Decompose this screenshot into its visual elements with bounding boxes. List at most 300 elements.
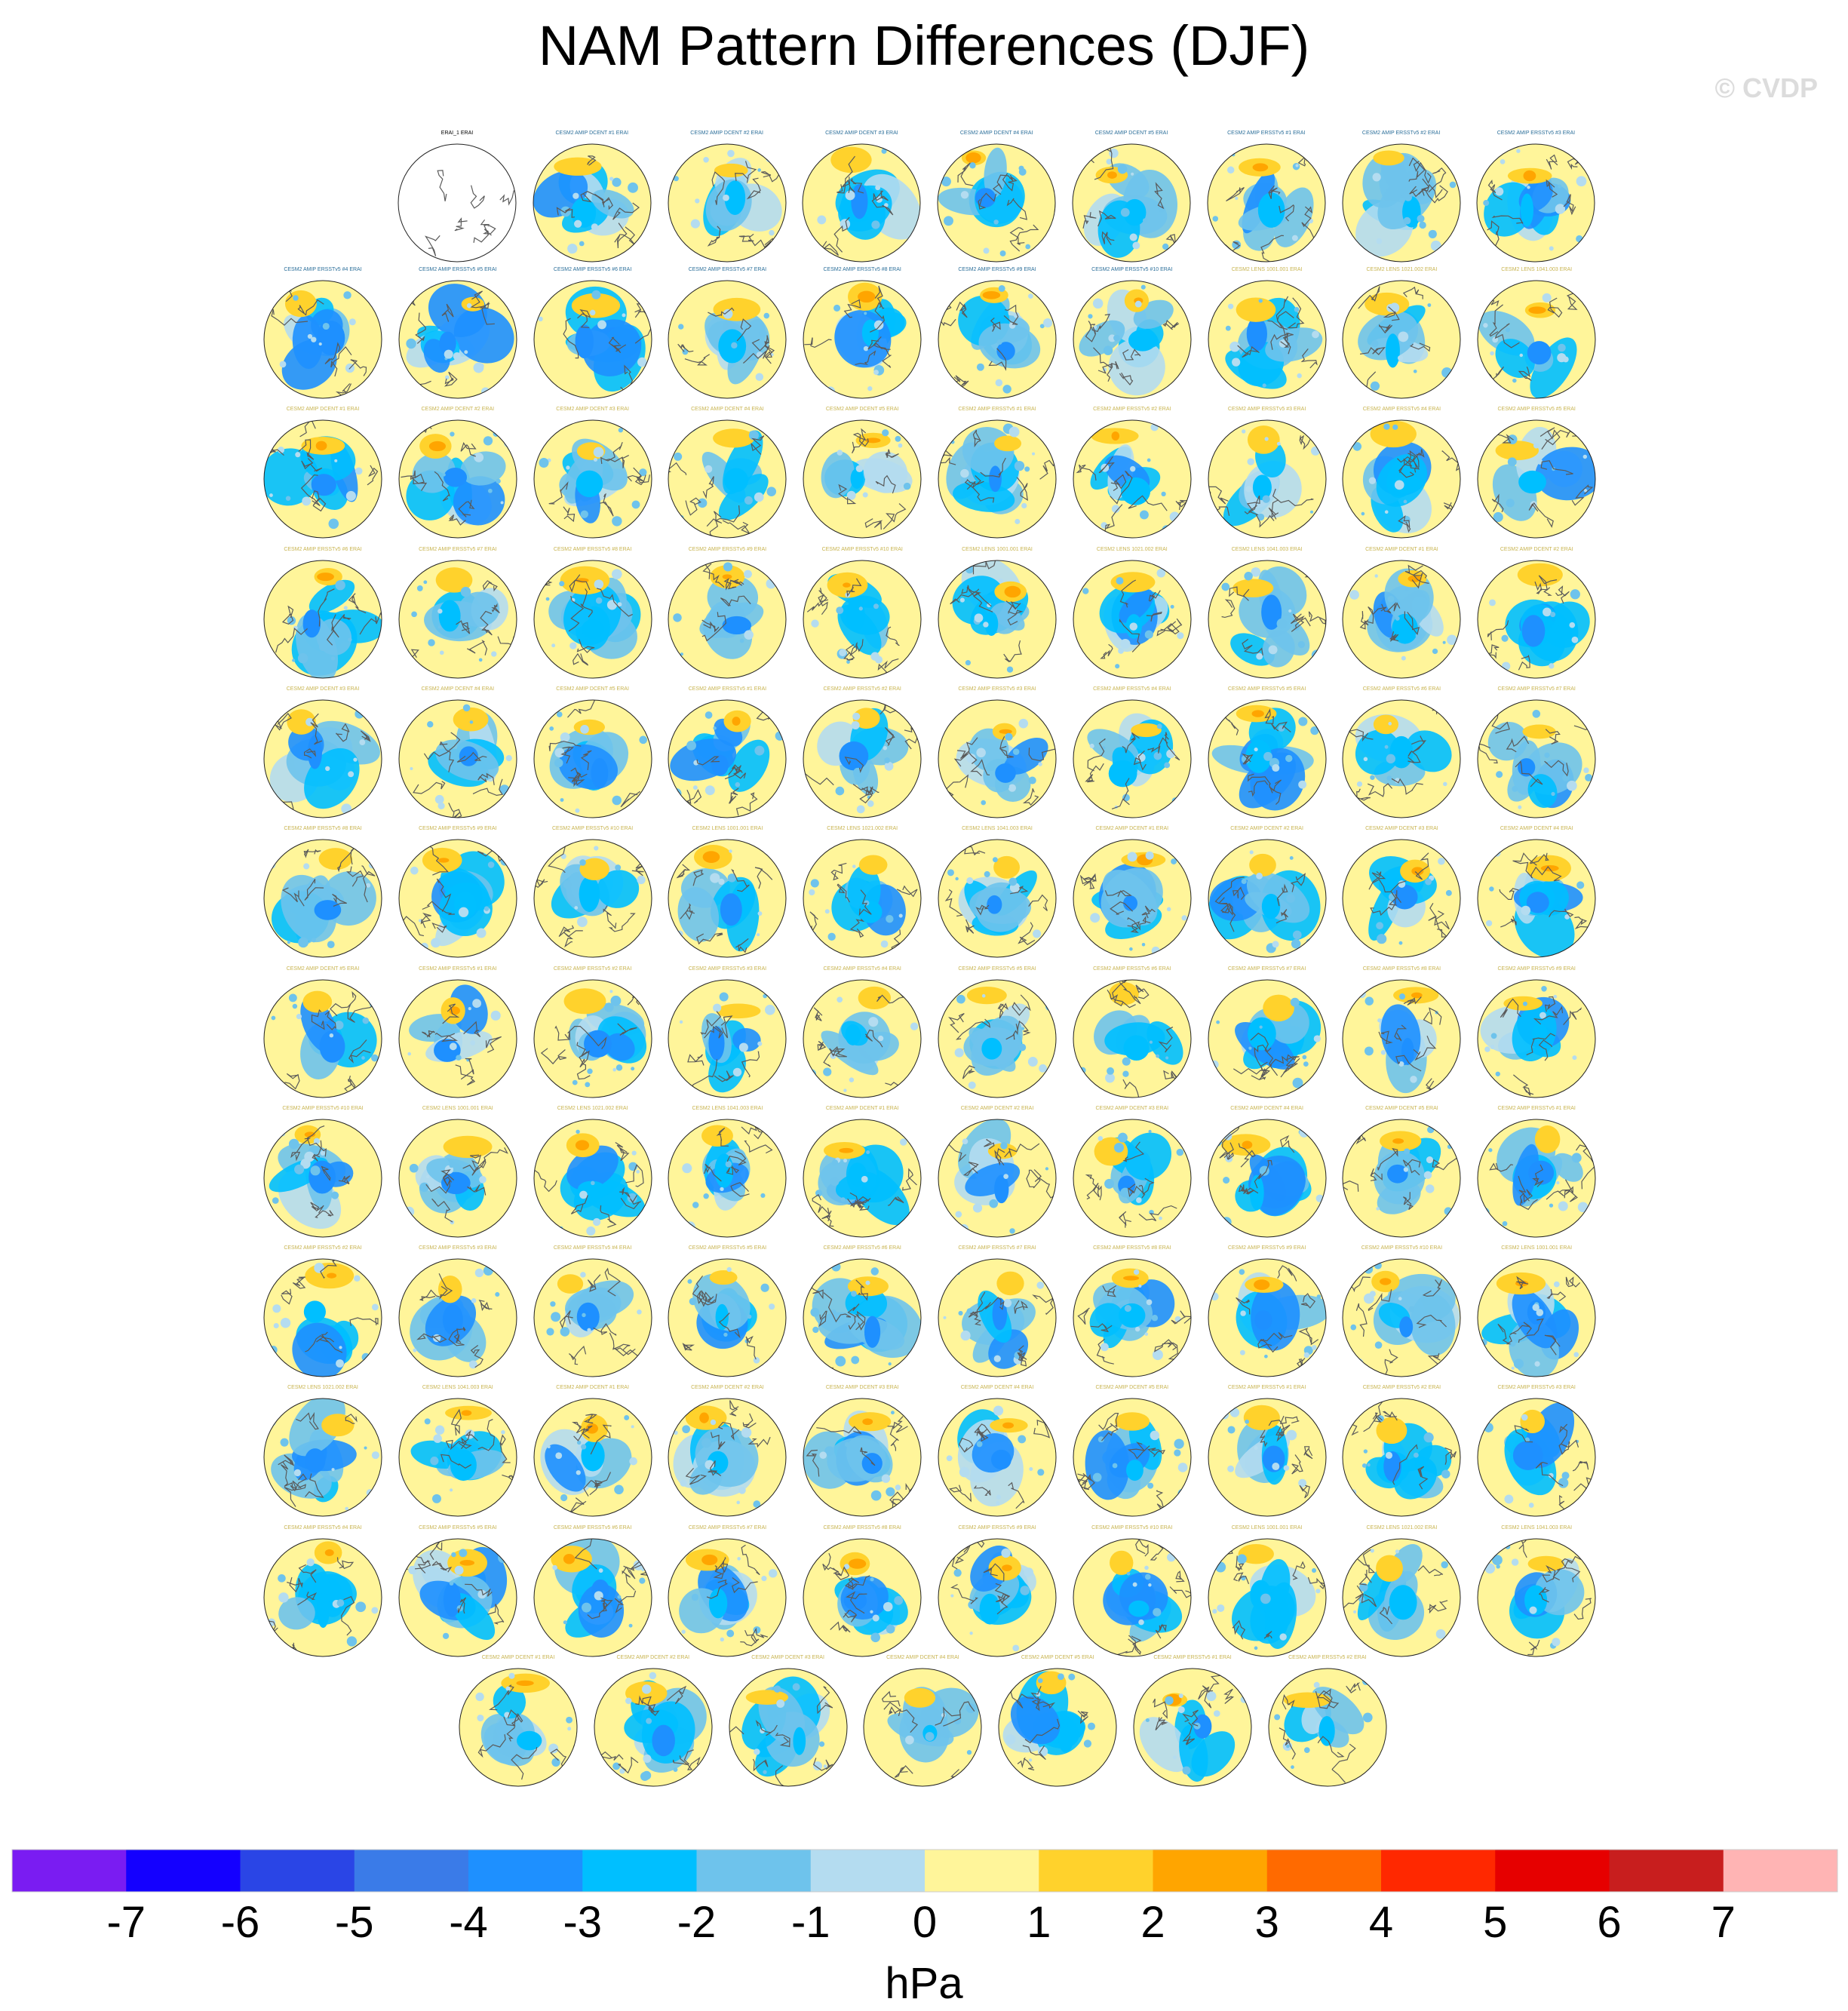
- polar-map-panel: [1461, 1382, 1612, 1533]
- anomaly-speckle: [508, 1673, 514, 1679]
- anomaly-speckle: [1424, 1171, 1432, 1179]
- anomaly-speckle: [1295, 164, 1298, 167]
- anomaly-speckle: [943, 573, 950, 579]
- anomaly-speckle: [836, 1356, 846, 1367]
- anomaly-speckle: [812, 619, 819, 627]
- anomaly-speckle: [747, 1315, 752, 1319]
- anomaly-speckle: [1426, 879, 1432, 886]
- anomaly-speckle: [463, 704, 471, 711]
- polar-map-panel: [1191, 127, 1342, 278]
- anomaly-speckle: [1132, 1582, 1137, 1586]
- anomaly-speckle: [1361, 512, 1365, 516]
- anomaly-speckle: [1584, 1635, 1595, 1645]
- anomaly-speckle: [426, 1175, 429, 1178]
- anomaly-speckle: [269, 849, 277, 857]
- anomaly-speckle: [609, 990, 612, 993]
- colorbar-swatch: [126, 1850, 241, 1892]
- anomaly-speckle: [1120, 639, 1130, 649]
- anomaly-speckle: [1576, 882, 1584, 889]
- colorbar-tick-label: -7: [106, 1898, 146, 1947]
- anomaly-speckle: [837, 450, 843, 456]
- anomaly-speckle: [1090, 913, 1100, 923]
- anomaly-speckle: [1032, 453, 1035, 456]
- anomaly-speckle: [996, 1495, 1001, 1500]
- anomaly-speckle: [572, 1079, 577, 1085]
- polar-map-panel: [1057, 264, 1208, 415]
- positive-anomaly-core: [1251, 710, 1263, 717]
- panel-title: CESM2 AMIP ERSSTv5 #10 ERAI: [1361, 1245, 1443, 1251]
- anomaly-speckle: [1148, 1583, 1151, 1586]
- anomaly-speckle: [1145, 852, 1153, 860]
- anomaly-speckle: [1220, 1411, 1228, 1420]
- anomaly-speckle: [1093, 1473, 1102, 1482]
- anomaly-speckle: [705, 711, 713, 719]
- positive-anomaly-region: [1263, 994, 1294, 1021]
- anomaly-speckle: [907, 294, 915, 302]
- polar-map-panel: [652, 1242, 803, 1393]
- polar-map-panel: [922, 1103, 1073, 1254]
- anomaly-speckle: [310, 1165, 320, 1175]
- anomaly-speckle: [453, 1350, 458, 1355]
- anomaly-speckle: [1161, 492, 1165, 496]
- anomaly-speckle: [1357, 781, 1362, 787]
- panel-title: CESM2 AMIP DCENT #5 ERAI: [1094, 130, 1168, 136]
- anomaly-speckle: [671, 1553, 680, 1563]
- positive-anomaly-region: [1373, 150, 1404, 165]
- panel-title: CESM2 AMIP ERSSTv5 #8 ERAI: [284, 826, 362, 832]
- anomaly-speckle: [1376, 238, 1382, 244]
- anomaly-speckle: [810, 1079, 819, 1088]
- panel-title: CESM2 AMIP ERSSTv5 #2 ERAI: [1361, 130, 1441, 136]
- anomaly-speckle: [769, 1264, 780, 1275]
- anomaly-speckle: [545, 597, 549, 600]
- anomaly-speckle: [289, 1139, 299, 1150]
- negative-anomaly-core: [1058, 1725, 1073, 1752]
- anomaly-speckle: [886, 1625, 895, 1634]
- anomaly-speckle: [956, 994, 965, 1003]
- panel-title: CESM2 AMIP DCENT #3 ERAI: [1095, 1105, 1169, 1111]
- anomaly-speckle: [471, 1298, 477, 1303]
- anomaly-speckle: [1572, 636, 1579, 643]
- anomaly-speckle: [994, 220, 999, 224]
- anomaly-speckle: [334, 459, 337, 462]
- anomaly-speckle: [560, 207, 571, 217]
- anomaly-speckle: [1125, 1305, 1131, 1312]
- panel-title: CESM2 AMIP ERSSTv5 #8 ERAI: [553, 546, 632, 552]
- anomaly-speckle: [909, 240, 918, 249]
- colorbar-swatch: [1610, 1850, 1724, 1892]
- anomaly-speckle: [1370, 1773, 1376, 1779]
- positive-anomaly-region: [1243, 1405, 1279, 1430]
- negative-anomaly-core: [1126, 1460, 1143, 1481]
- panel-title: CESM2 LENS 1021.002 ERAI: [557, 1105, 628, 1111]
- anomaly-speckle: [1545, 752, 1550, 757]
- anomaly-speckle: [966, 877, 973, 884]
- anomaly-speckle: [878, 1035, 883, 1040]
- panel-title: CESM2 LENS 1041.003 ERAI: [692, 1105, 763, 1111]
- anomaly-speckle: [825, 909, 830, 913]
- panel-title: CESM2 AMIP DCENT #4 ERAI: [1230, 1105, 1303, 1111]
- anomaly-speckle: [1527, 186, 1530, 189]
- panel-title: CESM2 AMIP ERSSTv5 #3 ERAI: [1497, 130, 1576, 136]
- polar-map-panel: [1057, 1382, 1208, 1533]
- anomaly-speckle: [871, 1267, 879, 1276]
- anomaly-speckle: [1586, 659, 1589, 662]
- anomaly-speckle: [410, 1164, 419, 1173]
- anomaly-speckle: [1272, 1463, 1279, 1470]
- coastline: [1469, 288, 1498, 306]
- anomaly-speckle: [367, 716, 370, 719]
- polar-map-panel: [517, 823, 668, 974]
- anomaly-speckle: [622, 313, 625, 317]
- panel-title: CESM2 AMIP DCENT #1 ERAI: [555, 130, 629, 136]
- anomaly-speckle: [885, 762, 894, 771]
- anomaly-speckle: [294, 1469, 301, 1476]
- anomaly-speckle: [1146, 1718, 1150, 1722]
- anomaly-speckle: [1116, 577, 1123, 585]
- anomaly-speckle: [539, 458, 548, 468]
- anomaly-speckle: [615, 864, 621, 870]
- polar-map-panel: [713, 1652, 864, 1803]
- anomaly-speckle: [1142, 943, 1146, 947]
- anomaly-speckle: [1029, 776, 1036, 784]
- anomaly-speckle: [959, 1467, 970, 1478]
- anomaly-speckle: [1135, 301, 1142, 308]
- anomaly-speckle: [1127, 852, 1137, 862]
- negative-anomaly-core: [517, 1731, 542, 1751]
- negative-anomaly-core: [715, 1153, 734, 1187]
- anomaly-speckle: [1141, 285, 1146, 290]
- anomaly-speckle: [1543, 293, 1552, 302]
- anomaly-speckle: [464, 350, 468, 354]
- panel-title: CESM2 AMIP ERSSTv5 #6 ERAI: [1362, 686, 1441, 692]
- anomaly-speckle: [1535, 1362, 1540, 1367]
- polar-map-panel: [652, 544, 803, 695]
- anomaly-speckle: [1574, 1352, 1579, 1357]
- panel-title: CESM2 AMIP DCENT #5 ERAI: [556, 686, 629, 692]
- anomaly-speckle: [724, 1333, 728, 1337]
- anomaly-speckle: [1484, 1423, 1493, 1433]
- anomaly-speckle: [483, 437, 493, 446]
- positive-anomaly-region: [1109, 982, 1139, 1005]
- anomaly-speckle: [1021, 503, 1027, 508]
- anomaly-speckle: [1258, 299, 1262, 302]
- anomaly-speckle: [1387, 775, 1392, 781]
- anomaly-speckle: [278, 1592, 288, 1602]
- anomaly-speckle: [563, 880, 571, 889]
- anomaly-speckle: [474, 453, 483, 462]
- anomaly-speckle: [450, 1042, 457, 1050]
- anomaly-speckle: [1362, 1463, 1367, 1468]
- polar-map-panel: [1326, 1242, 1477, 1393]
- panel-title: CESM2 AMIP ERSSTv5 #4 ERAI: [1362, 407, 1441, 413]
- anomaly-speckle: [846, 191, 855, 201]
- positive-anomaly-region: [904, 1688, 935, 1708]
- anomaly-speckle: [1517, 149, 1521, 153]
- polar-map-panel: [247, 1382, 398, 1533]
- anomaly-speckle: [433, 1435, 441, 1443]
- polar-map-panel: [1057, 1103, 1208, 1254]
- anomaly-speckle: [642, 1684, 651, 1693]
- anomaly-speckle: [1262, 383, 1266, 387]
- colorbar-tick-label: -1: [790, 1898, 830, 1947]
- anomaly-speckle: [1505, 1495, 1514, 1504]
- anomaly-speckle: [628, 1623, 632, 1627]
- anomaly-speckle: [688, 422, 697, 431]
- anomaly-speckle: [594, 846, 598, 851]
- anomaly-speckle: [1227, 1426, 1235, 1434]
- anomaly-speckle: [1419, 222, 1426, 229]
- anomaly-speckle: [969, 1081, 976, 1088]
- anomaly-speckle: [1364, 757, 1368, 761]
- polar-map-panel: [1192, 544, 1343, 695]
- anomaly-speckle: [542, 385, 546, 389]
- colorbar-swatch: [1039, 1850, 1153, 1892]
- anomaly-speckle: [348, 637, 351, 641]
- anomaly-speckle: [913, 1731, 920, 1739]
- anomaly-speckle: [873, 370, 879, 375]
- anomaly-speckle: [417, 585, 423, 591]
- anomaly-speckle: [612, 516, 622, 526]
- anomaly-speckle: [1371, 1549, 1374, 1552]
- anomaly-speckle: [563, 1620, 566, 1624]
- anomaly-speckle: [1015, 519, 1020, 524]
- anomaly-speckle: [344, 606, 348, 609]
- polar-map-panel: [1057, 683, 1208, 834]
- anomaly-speckle: [361, 1056, 365, 1060]
- anomaly-speckle: [1294, 307, 1299, 312]
- panel-title: CESM2 LENS 1021.002 ERAI: [827, 826, 898, 832]
- anomaly-speckle: [459, 907, 468, 917]
- anomaly-speckle: [1239, 1269, 1245, 1275]
- positive-anomaly-region: [701, 1125, 733, 1146]
- anomaly-speckle: [1404, 193, 1411, 201]
- anomaly-speckle: [1177, 1489, 1187, 1499]
- colorbar-tick-label: 4: [1368, 1898, 1394, 1947]
- anomaly-speckle: [539, 161, 546, 167]
- anomaly-speckle: [754, 1748, 760, 1755]
- anomaly-speckle: [1242, 430, 1245, 434]
- colorbar-swatch: [241, 1850, 355, 1892]
- anomaly-speckle: [886, 1488, 895, 1497]
- anomaly-speckle: [1578, 1202, 1589, 1212]
- negative-anomaly-core: [304, 1301, 326, 1323]
- polar-map-panel: [1461, 404, 1612, 554]
- anomaly-speckle: [1227, 167, 1235, 174]
- anomaly-speckle: [1274, 1714, 1280, 1720]
- anomaly-speckle: [449, 1163, 453, 1168]
- anomaly-speckle: [610, 995, 621, 1006]
- anomaly-speckle: [1144, 1332, 1148, 1336]
- anomaly-speckle: [1570, 622, 1576, 628]
- anomaly-speckle: [1005, 733, 1012, 741]
- anomaly-speckle: [442, 474, 445, 477]
- anomaly-speckle: [1583, 1543, 1590, 1550]
- colorbar-swatch: [811, 1850, 926, 1892]
- polar-map-panel: [1326, 1522, 1477, 1673]
- anomaly-speckle: [1398, 1297, 1402, 1300]
- polar-map-panel: [787, 1242, 938, 1393]
- anomaly-speckle: [1484, 1046, 1490, 1052]
- negative-anomaly-core: [712, 755, 729, 776]
- anomaly-speckle: [1015, 461, 1024, 471]
- anomaly-speckle: [586, 1227, 595, 1236]
- anomaly-speckle: [500, 502, 503, 505]
- anomaly-speckle: [593, 1218, 600, 1226]
- anomaly-speckle: [871, 1632, 881, 1642]
- anomaly-speckle: [704, 1193, 709, 1199]
- negative-anomaly-core: [1521, 193, 1533, 226]
- anomaly-speckle: [549, 726, 554, 731]
- anomaly-speckle: [965, 565, 974, 573]
- anomaly-speckle: [910, 246, 913, 249]
- anomaly-speckle: [1008, 784, 1016, 791]
- anomaly-speckle: [1118, 164, 1128, 174]
- anomaly-speckle: [969, 1632, 972, 1635]
- anomaly-speckle: [587, 1328, 591, 1332]
- anomaly-speckle: [450, 1581, 454, 1586]
- anomaly-speckle: [550, 1301, 555, 1306]
- colorbar-tick-label: 7: [1711, 1898, 1736, 1947]
- panel-title: CESM2 AMIP ERSSTv5 #10 ERAI: [1091, 267, 1173, 272]
- anomaly-speckle: [830, 1177, 840, 1186]
- anomaly-speckle: [853, 768, 862, 777]
- anomaly-speckle: [950, 1594, 953, 1597]
- anomaly-speckle: [1428, 230, 1436, 238]
- anomaly-speckle: [337, 1599, 345, 1607]
- polar-map-panel: [1057, 963, 1208, 1114]
- anomaly-speckle: [1443, 640, 1446, 643]
- anomaly-speckle: [1484, 200, 1490, 206]
- colorbar-swatch: [1153, 1850, 1268, 1892]
- negative-anomaly-core: [981, 1037, 1002, 1059]
- anomaly-speckle: [1020, 1586, 1030, 1595]
- anomaly-speckle: [1019, 168, 1027, 176]
- anomaly-speckle: [1228, 304, 1233, 309]
- anomaly-speckle: [1024, 1567, 1033, 1577]
- anomaly-speckle: [1262, 496, 1269, 503]
- anomaly-speckle: [682, 1629, 686, 1633]
- anomaly-speckle: [631, 1150, 636, 1155]
- panel-title: CESM2 AMIP DCENT #5 ERAI: [825, 407, 899, 413]
- anomaly-speckle: [547, 1445, 550, 1448]
- anomaly-speckle: [1147, 459, 1151, 462]
- anomaly-speckle: [1167, 907, 1171, 912]
- anomaly-speckle: [1521, 906, 1531, 916]
- anomaly-speckle: [1358, 990, 1366, 998]
- anomaly-speckle: [1173, 1755, 1177, 1759]
- anomaly-speckle: [1488, 1148, 1492, 1152]
- anomaly-speckle: [1304, 985, 1312, 993]
- anomaly-speckle: [1428, 303, 1432, 307]
- colorbar-swatch: [1267, 1850, 1382, 1892]
- anomaly-speckle: [744, 496, 753, 505]
- anomaly-speckle: [1013, 748, 1020, 755]
- anomaly-speckle: [769, 230, 775, 236]
- anomaly-speckle: [1424, 1432, 1434, 1442]
- anomaly-speckle: [1312, 1345, 1317, 1350]
- polar-map-panel: [1192, 1242, 1343, 1393]
- chart-title: NAM Pattern Differences (DJF): [538, 14, 1310, 77]
- anomaly-speckle: [1118, 648, 1124, 654]
- anomaly-speckle: [1371, 382, 1380, 391]
- polar-map-panel: [1326, 683, 1477, 834]
- anomaly-speckle: [311, 337, 316, 342]
- anomaly-speckle: [1395, 480, 1404, 490]
- anomaly-speckle: [331, 656, 335, 660]
- anomaly-speckle: [328, 519, 339, 530]
- anomaly-speckle: [769, 1569, 777, 1577]
- polar-map-panel: [578, 1652, 729, 1803]
- anomaly-speckle: [569, 642, 576, 649]
- anomaly-speckle: [827, 1403, 830, 1406]
- anomaly-speckle: [1029, 1467, 1033, 1471]
- anomaly-speckle: [1164, 762, 1170, 768]
- negative-anomaly-core: [317, 321, 345, 355]
- anomaly-speckle: [837, 996, 843, 1002]
- anomaly-speckle: [435, 1426, 444, 1435]
- negative-anomaly-core: [439, 600, 461, 631]
- anomaly-speckle: [347, 1636, 357, 1646]
- negative-anomaly-core: [716, 1304, 729, 1331]
- anomaly-speckle: [962, 1138, 969, 1144]
- anomaly-speckle: [349, 318, 356, 325]
- anomaly-speckle: [849, 1077, 854, 1082]
- colorbar-tick-label: 5: [1483, 1898, 1508, 1947]
- polar-map-panel: [382, 1242, 533, 1393]
- anomaly-speckle: [631, 1426, 634, 1429]
- positive-anomaly-region: [710, 1270, 738, 1285]
- anomaly-speckle: [1018, 1435, 1026, 1444]
- negative-anomaly-core: [1387, 1165, 1408, 1184]
- anomaly-speckle: [1512, 1558, 1518, 1565]
- anomaly-speckle: [1256, 652, 1263, 659]
- anomaly-speckle: [1530, 1606, 1537, 1613]
- panel-title: CESM2 AMIP ERSSTv5 #3 ERAI: [688, 966, 767, 972]
- anomaly-speckle: [947, 1456, 953, 1462]
- negative-anomaly-core: [840, 741, 869, 771]
- anomaly-speckle: [640, 991, 649, 1000]
- polar-map-panel: [247, 1242, 398, 1393]
- anomaly-speckle: [551, 1312, 560, 1322]
- anomaly-speckle: [762, 1576, 767, 1581]
- colorbar-swatch: [1495, 1850, 1610, 1892]
- anomaly-speckle: [345, 1507, 348, 1511]
- panel-title: CESM2 AMIP ERSSTv5 #6 ERAI: [1093, 966, 1171, 972]
- anomaly-speckle: [593, 447, 603, 458]
- anomaly-speckle: [1310, 511, 1313, 514]
- anomaly-speckle: [1153, 1349, 1163, 1360]
- anomaly-speckle: [1353, 1610, 1356, 1613]
- anomaly-speckle: [435, 795, 444, 804]
- anomaly-speckle: [727, 1629, 735, 1637]
- anomaly-speckle: [726, 1161, 732, 1167]
- panel-title: CESM2 LENS 1001.001 ERAI: [1231, 267, 1303, 272]
- panel-title: CESM2 AMIP ERSSTv5 #1 ERAI: [1227, 130, 1306, 136]
- panel-title: CESM2 AMIP ERSSTv5 #10 ERAI: [551, 826, 634, 832]
- anomaly-speckle: [582, 1313, 585, 1317]
- polar-map-panel: [652, 823, 803, 974]
- polar-map-panel: [1192, 963, 1343, 1114]
- panel-title: CESM2 LENS 1041.003 ERAI: [962, 826, 1033, 832]
- anomaly-speckle: [505, 1687, 510, 1691]
- anomaly-speckle: [1272, 941, 1279, 947]
- polar-map-panel: [1192, 1382, 1343, 1533]
- anomaly-speckle: [469, 720, 473, 724]
- anomaly-speckle: [776, 1699, 784, 1708]
- anomaly-speckle: [723, 562, 732, 571]
- negative-anomaly-core: [444, 468, 467, 487]
